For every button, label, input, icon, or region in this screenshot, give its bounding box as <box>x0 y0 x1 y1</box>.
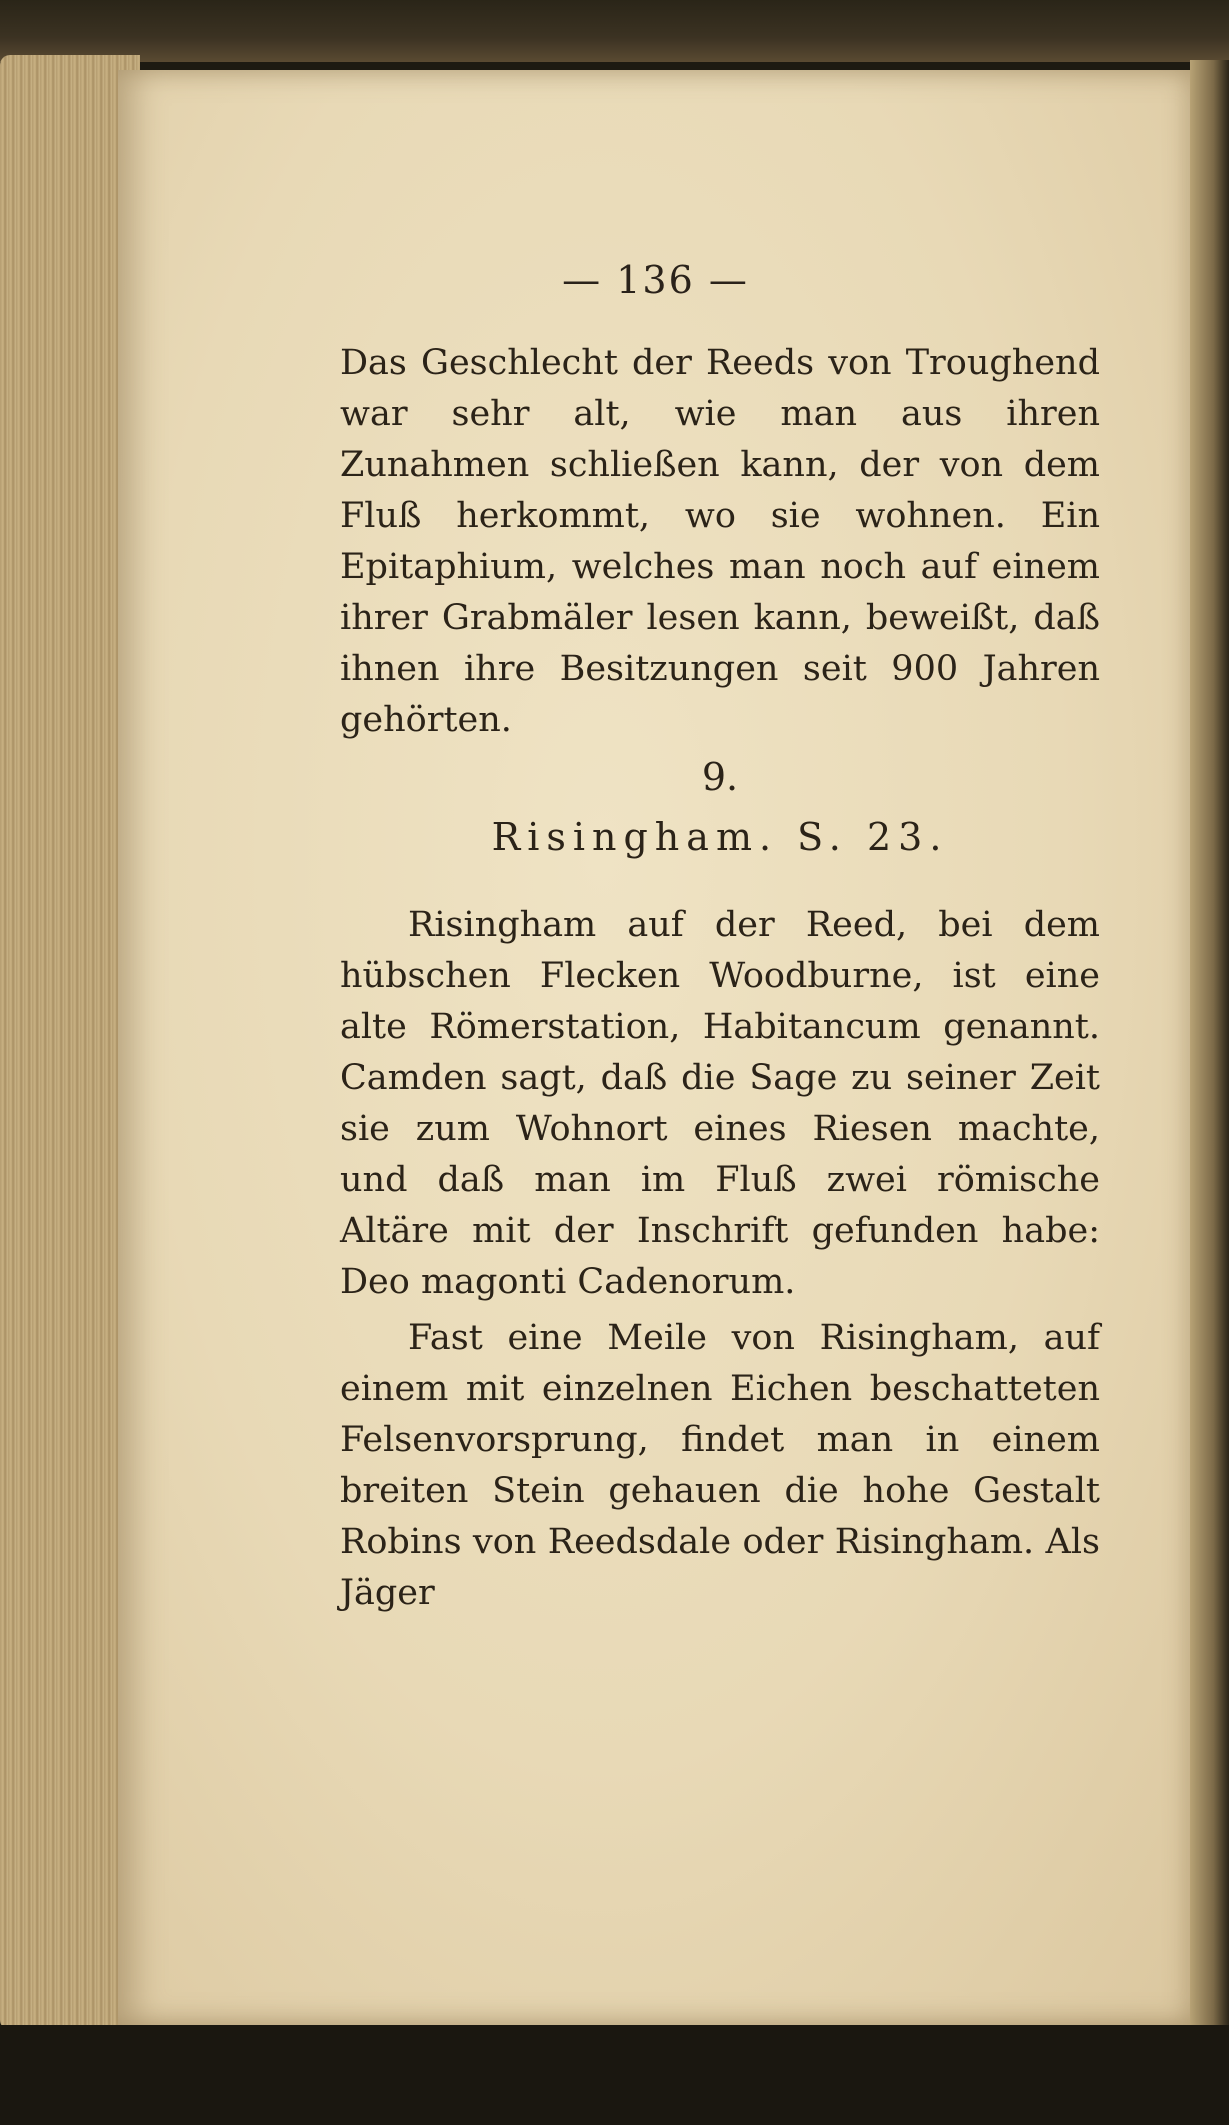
paragraph-2: Risingham auf der Reed, bei dem hübschen Flecken Woodburne, ist eine alte Römerstation, Habitancum genannt. Camden sagt, daß die Sage zu seiner Zeit sie zum Wohnort eines Riesen machte, und daß man im Fluß zwei römische Altäre mit der Inschrift gefunden habe: Deo magonti Cadenorum. <box>340 905 1100 1302</box>
paragraph-3: Fast eine Meile von Risingham, auf einem mit einzelnen Eichen beschatteten Felsenvorsprung, findet man in einem breiten Stein gehauen die hohe Gestalt Robins von Reedsdale oder Risingham. Als Jäger <box>340 1318 1100 1613</box>
page-number: — 136 — <box>562 258 749 302</box>
paragraph-1: Das Geschlecht der Reeds von Troughend war sehr alt, wie man aus ihren Zunahmen schließen kann, der von dem Fluß herkommt, wo sie wohnen. Ein Epitaphium, welches man noch auf einem ihrer Grabmäler lesen kann, beweißt, daß ihnen ihre Besitzungen seit 900 Jahren gehörten. <box>340 343 1100 740</box>
section-number: 9. <box>701 755 739 799</box>
section-title: Risingham. S. 23. <box>491 815 949 859</box>
book-right-edge <box>1190 60 1229 2045</box>
book-top-edge <box>0 0 1229 62</box>
background-bottom <box>0 2025 1229 2125</box>
